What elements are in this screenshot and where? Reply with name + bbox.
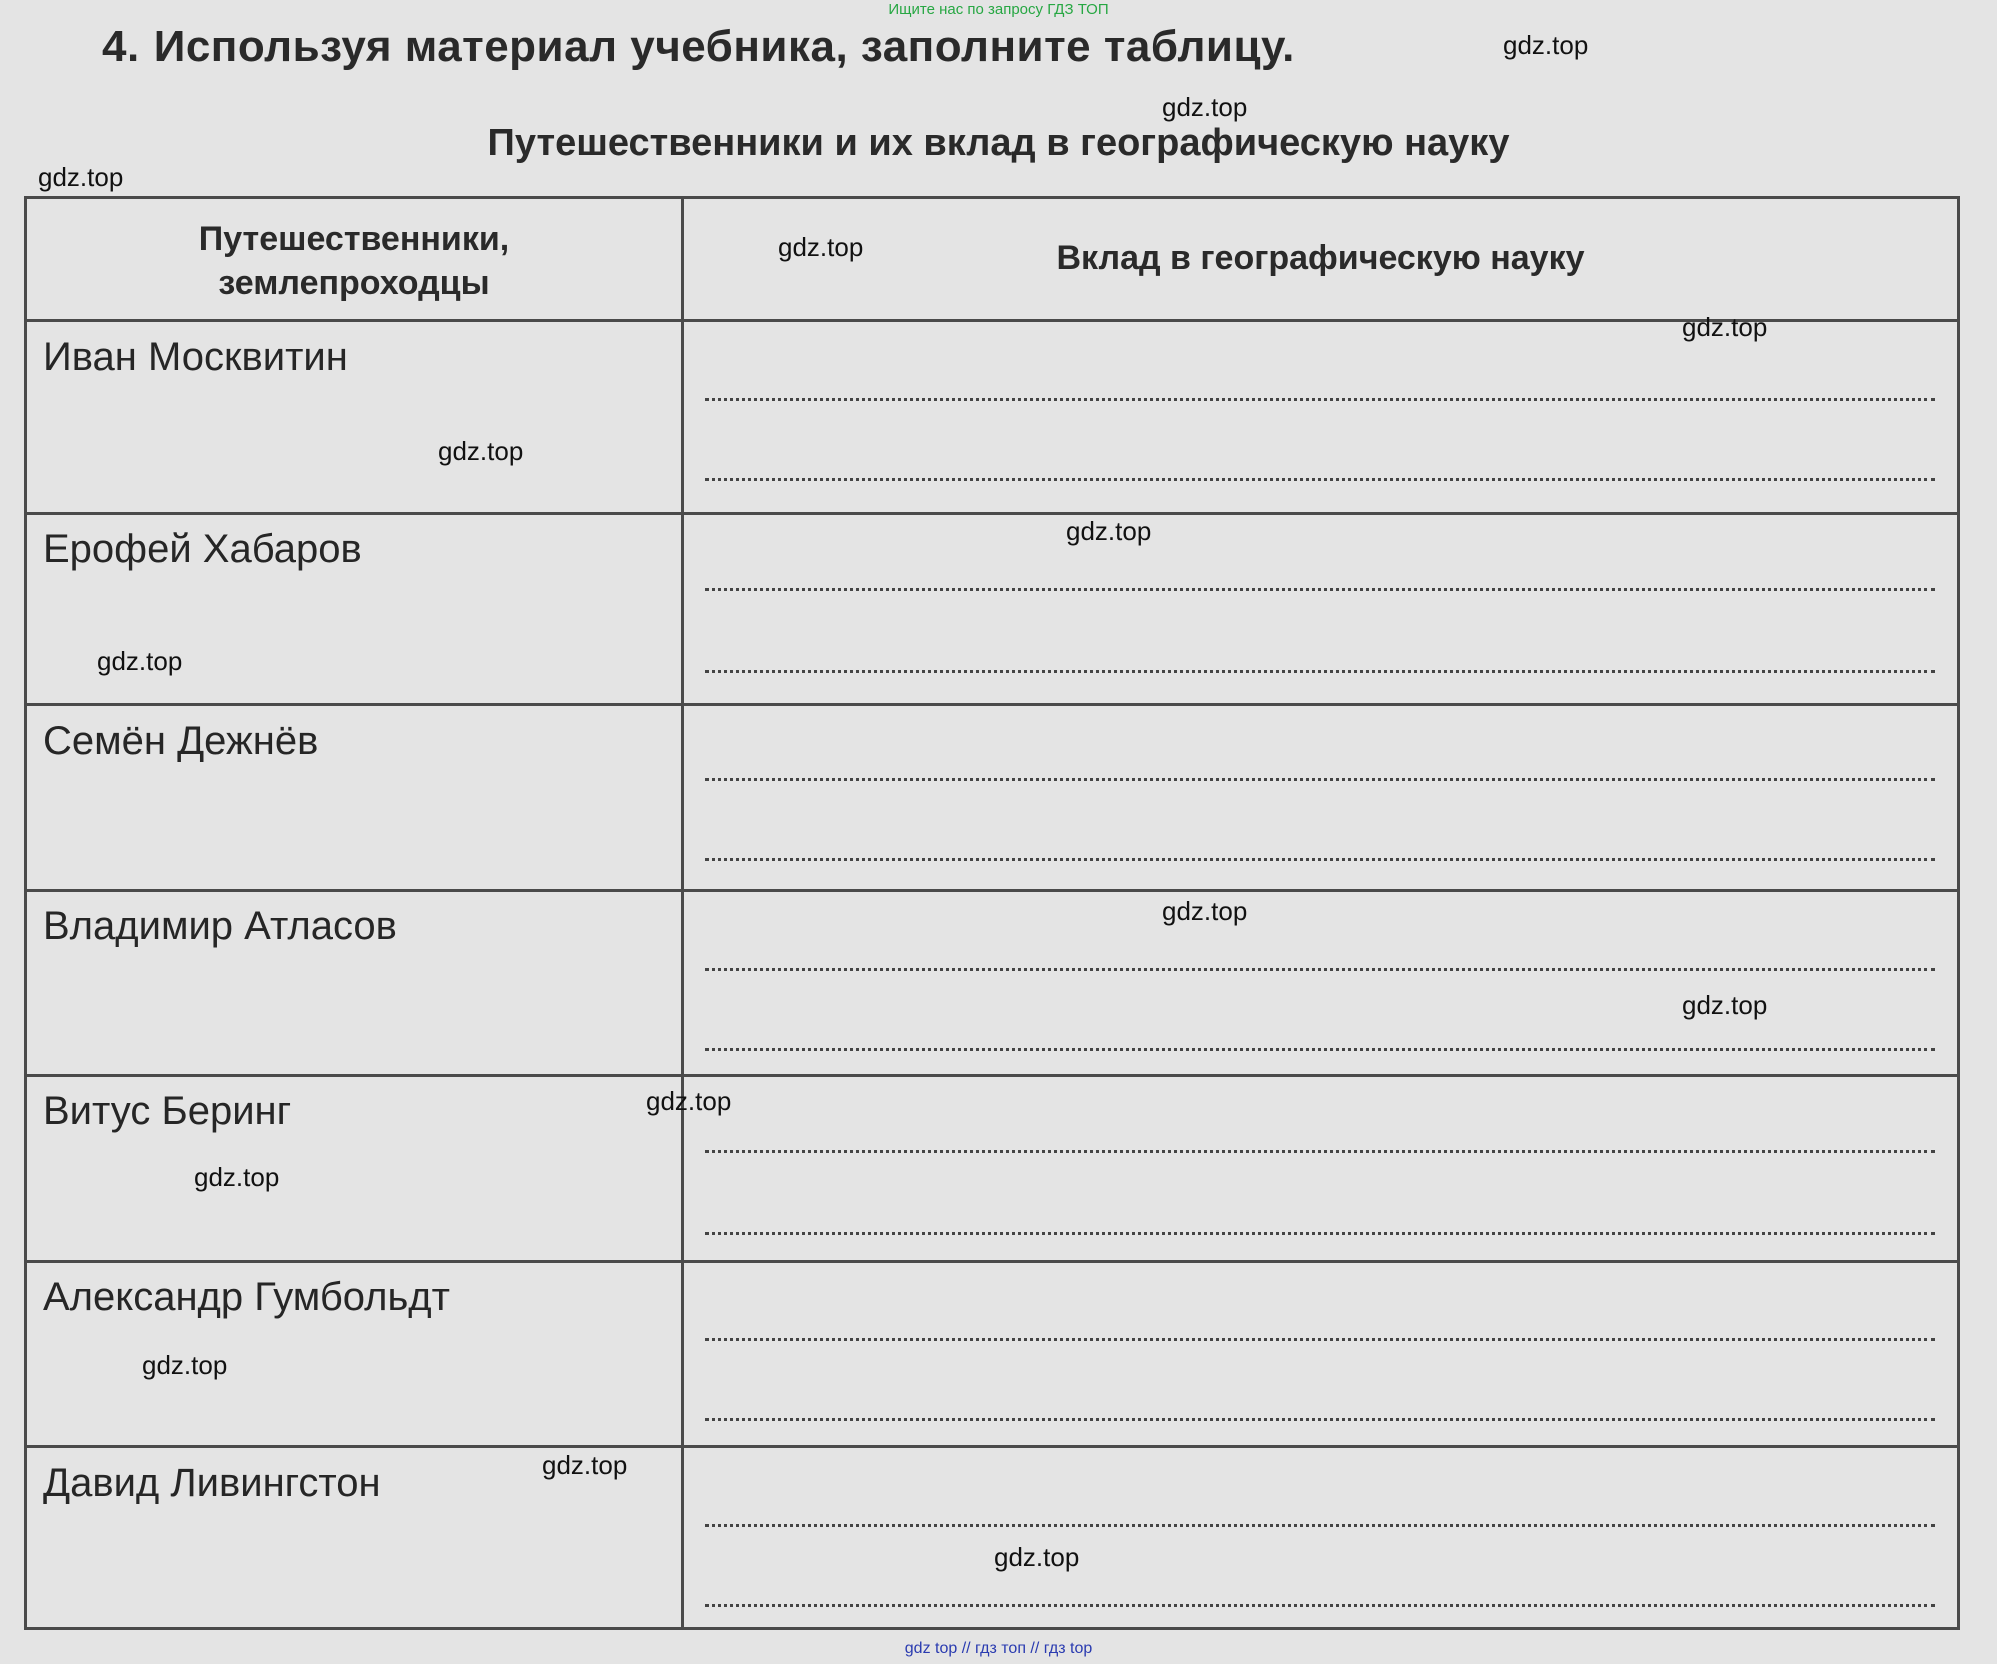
task-heading: [102, 22, 1295, 72]
header-travelers: [27, 217, 681, 305]
watermark: gdz.top: [646, 1086, 732, 1116]
watermark: gdz.top: [97, 646, 183, 676]
watermark: gdz.top: [542, 1450, 628, 1480]
watermark: gdz.top: [1066, 516, 1152, 546]
travelers-table: [24, 196, 1960, 1630]
watermark: gdz.top: [1162, 92, 1248, 122]
watermark: gdz.top: [1682, 990, 1768, 1020]
watermark: gdz.top: [1682, 312, 1768, 342]
row-separator: [27, 1074, 1957, 1077]
answer-line[interactable]: [705, 1604, 1935, 1607]
answer-line[interactable]: [705, 670, 1935, 673]
row-separator: [27, 319, 1957, 322]
answer-line[interactable]: [705, 1524, 1935, 1527]
top-banner[interactable]: Ищите нас по запросу ГДЗ ТОП: [888, 1, 1109, 18]
header-travelers-line2: землепроходцы: [218, 264, 490, 302]
header-travelers-line1: Путешественники,: [198, 220, 510, 258]
watermark: gdz.top: [38, 162, 124, 192]
task-instruction: Используя материал учебника, заполните таблицу.: [153, 22, 1295, 71]
answer-line[interactable]: [705, 1338, 1935, 1341]
answer-line[interactable]: [705, 1232, 1935, 1235]
table-caption: Путешественники и их вклад в географическую науку: [487, 122, 1510, 164]
watermark: gdz.top: [1503, 30, 1589, 60]
row-separator: [27, 703, 1957, 706]
watermark: gdz.top: [994, 1542, 1080, 1572]
answer-line[interactable]: [705, 778, 1935, 781]
row-separator: [27, 889, 1957, 892]
watermark: gdz.top: [778, 232, 864, 262]
bottom-banner[interactable]: gdz top // гдз топ // гдз top: [904, 1640, 1093, 1657]
task-number: 4.: [102, 22, 140, 71]
answer-line[interactable]: [705, 588, 1935, 591]
row-separator: [27, 1445, 1957, 1448]
answer-line[interactable]: [705, 1150, 1935, 1153]
traveler-name: Иван Москвитин: [43, 335, 348, 379]
answer-line[interactable]: [705, 398, 1935, 401]
answer-line[interactable]: [705, 478, 1935, 481]
header-contribution: Вклад в географическую науку: [1056, 239, 1585, 277]
row-separator: [27, 1260, 1957, 1263]
watermark: gdz.top: [438, 436, 524, 466]
watermark: gdz.top: [194, 1162, 280, 1192]
traveler-name: Витус Беринг: [43, 1089, 292, 1133]
watermark: gdz.top: [142, 1350, 228, 1380]
traveler-name: Владимир Атласов: [43, 904, 397, 948]
answer-line[interactable]: [705, 968, 1935, 971]
watermark: gdz.top: [1162, 896, 1248, 926]
row-separator: [27, 512, 1957, 515]
column-divider: [681, 199, 684, 1627]
answer-line[interactable]: [705, 858, 1935, 861]
traveler-name: Семён Дежнёв: [43, 719, 319, 763]
answer-line[interactable]: [705, 1418, 1935, 1421]
traveler-name: Александр Гумбольдт: [43, 1275, 450, 1319]
traveler-name: Ерофей Хабаров: [43, 527, 362, 571]
traveler-name: Давид Ливингстон: [43, 1461, 381, 1505]
answer-line[interactable]: [705, 1048, 1935, 1051]
